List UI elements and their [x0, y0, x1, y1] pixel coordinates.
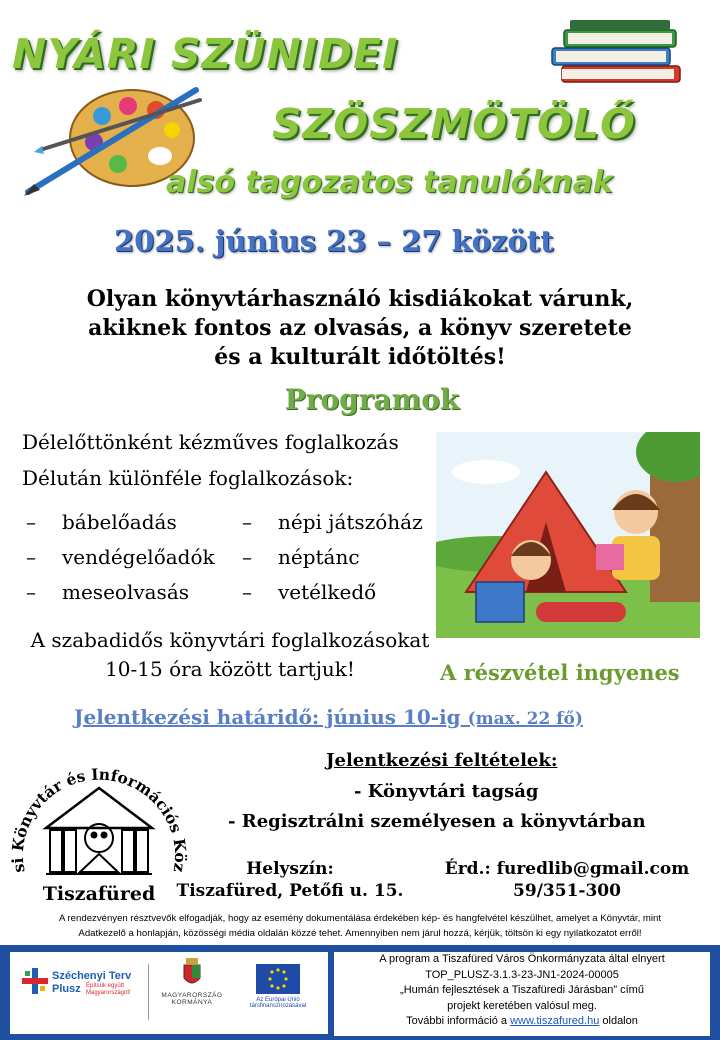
afternoon-program: Délután különféle foglalkozások: [22, 466, 354, 490]
conditions-heading: Jelentkezési feltételek: [326, 750, 558, 771]
condition-item: - Regisztrálni személyesen a könyvtárban [228, 811, 646, 832]
intro-line-1: Olyan könyvtárhasználó kisdiákokat várunk, [86, 286, 634, 312]
title-line-2: SZÖSZMÖTÖLŐ [272, 100, 636, 148]
hours-line-1: A szabadidős könyvtári foglalkozásokat [30, 628, 430, 652]
registration-deadline [74, 705, 583, 729]
eu-logo: Az Európai Unió társfinanszírozásával [236, 964, 320, 1030]
logo-divider [148, 964, 149, 1020]
list-item: – népi játszóház [242, 510, 423, 534]
program-list-left [26, 510, 215, 615]
morning-program: Délelőttönként kézműves foglalkozás [22, 430, 399, 454]
list-item: – vendégelőadók [26, 545, 215, 569]
kids-reading-illustration [436, 432, 700, 638]
location-address: Tiszafüred, Petőfi u. 15. [176, 881, 404, 901]
szechenyi-star-icon [22, 968, 48, 994]
books-icon [548, 18, 688, 88]
list-item: – vetélkedő [242, 580, 377, 604]
event-date: 2025. június 23 – 27 között [114, 224, 554, 258]
project-info: A program a Tiszafüred Város Önkormányzata által elnyert TOP_PLUSZ-3.1.3-23-JN1-2024-00005 „Humán fejlesztések a Tiszafüredi Járásban” című projekt keretében valósul meg. További információ a www.tiszafured.hu oldalon [334, 952, 710, 1036]
list-item: – néptánc [242, 545, 360, 569]
free-participation: A részvétel ingyenes [440, 660, 680, 685]
library-arc-text: si Könyvtár és Információs Köz [7, 764, 191, 875]
subtitle: alsó tagozatos tanulóknak [166, 165, 613, 200]
deadline-text: Jelentkezési határidő: június 10-ig [74, 705, 461, 729]
coat-of-arms-icon [182, 958, 202, 988]
hours-info [30, 626, 430, 684]
photo-disclaimer: A rendezvényen résztvevők elfogadják, hogy az esemény dokumentálása érdekében kép- és hangfelvétel készülhet, amelyet a Könyvtár, mint Adatkezelő a honlapján, közösségi média oldalán közzé tehet. Amennyiben nem járul hozzá, kérjük, töltsön ki egy nyilatkozatot erről! [58, 913, 662, 939]
intro-line-2: akiknek fontos az olvasás, a könyv szeretete [88, 315, 632, 341]
contact-email: Érd.: furedlib@gmail.com [444, 859, 690, 879]
location-label: Helyszín: [246, 859, 334, 879]
books-illustration [548, 18, 688, 88]
intro-line-3: és a kulturált időtöltés! [214, 344, 506, 370]
programs-heading: Programok [284, 383, 460, 416]
kids-camping-icon [436, 432, 700, 638]
government-logo: MAGYARORSZÁG KORMÁNYA [156, 958, 228, 1028]
title-line-1: NYÁRI SZÜNIDEI [12, 30, 399, 78]
list-item: – meseolvasás [26, 580, 190, 604]
condition-item: - Könyvtári tagság [354, 781, 539, 802]
contact-phone: 59/351-300 [513, 881, 621, 901]
location [150, 858, 430, 902]
hours-line-2: 10-15 óra között tartjuk! [105, 657, 355, 681]
szechenyi-logo: Széchenyi Terv Plusz Építsük együtt Magyarországot! [18, 964, 138, 1024]
eu-flag-icon [256, 964, 300, 994]
funding-logos [10, 952, 328, 1034]
program-list-right [242, 510, 423, 615]
list-item: – bábelőadás [26, 510, 177, 534]
library-town: Tiszafüred [42, 883, 156, 905]
intro-text [40, 285, 680, 372]
deadline-limit: (max. 22 fő) [467, 709, 583, 729]
website-link[interactable]: www.tiszafured.hu [510, 1015, 600, 1028]
contact-info [442, 858, 692, 902]
